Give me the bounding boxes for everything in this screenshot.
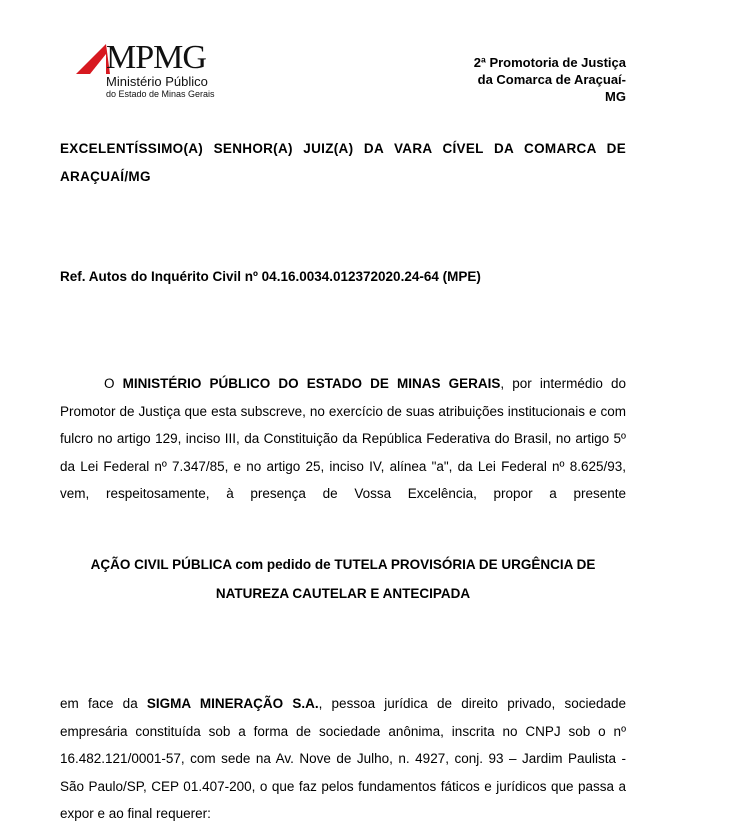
logo-wordmark: MPMG <box>106 39 206 76</box>
intro-text: , por intermédio do Promotor de Justiça que esta subscreve, no exercício de suas atribuições institucionais e com fulcro no artigo 129, inciso III, da Constituição da República Federativa do Brasil, no artigo 5º da Lei Federal nº 7.347/85, e no artigo 25, inciso IV, alínea "a", da Lei Federal nº 8.625/93, vem, respeitosamente, à presença de Vossa Excelência, propor a presente <box>60 376 626 501</box>
action-title-line-1: AÇÃO CIVIL PÚBLICA com pedido de TUTELA PROVISÓRIA DE URGÊNCIA DE <box>90 557 596 572</box>
intro-entity: MINISTÉRIO PÚBLICO DO ESTADO DE MINAS GERAIS <box>122 376 501 391</box>
promotoria-line-1: 2ª Promotoria de Justiça <box>473 55 626 70</box>
defendant-paragraph <box>60 690 626 828</box>
promotoria-header <box>426 54 626 105</box>
defendant-text: , pessoa jurídica de direito privado, sociedade empresária constituída sob a forma de sociedade anônima, inscrita no CNPJ sob o nº 16.482.121/0001-57, com sede na Av. Nove de Julho, n. 4927, conj. 93 – Jardim Paulista - São Paulo/SP, CEP 01.407-200, o que faz pelos fundamentos fáticos e jurídicos que passa a expor e ao final requerer: <box>60 696 626 821</box>
intro-paragraph <box>60 370 626 508</box>
mpmg-logo <box>76 40 236 100</box>
promotoria-line-2: da Comarca de Araçuaí- <box>477 72 626 87</box>
reference-line: Ref. Autos do Inquérito Civil nº 04.16.0034.012372020.24-64 (MPE) <box>60 269 481 284</box>
addressee: EXCELENTÍSSIMO(A) SENHOR(A) JUIZ(A) DA VARA CÍVEL DA COMARCA DE ARAÇUAÍ/MG <box>60 141 626 184</box>
action-title-line-2: NATUREZA CAUTELAR E ANTECIPADA <box>215 586 471 601</box>
promotoria-line-3: MG <box>605 89 626 104</box>
mpmg-triangle-icon <box>76 44 110 74</box>
defendant-lead: em face da <box>60 696 147 711</box>
logo-subtitle-2: do Estado de Minas Gerais <box>106 89 215 99</box>
intro-lead: O <box>104 376 123 391</box>
logo-subtitle: Ministério Público <box>106 74 208 89</box>
defendant-company: SIGMA MINERAÇÃO S.A. <box>146 696 319 711</box>
action-title <box>60 550 626 608</box>
